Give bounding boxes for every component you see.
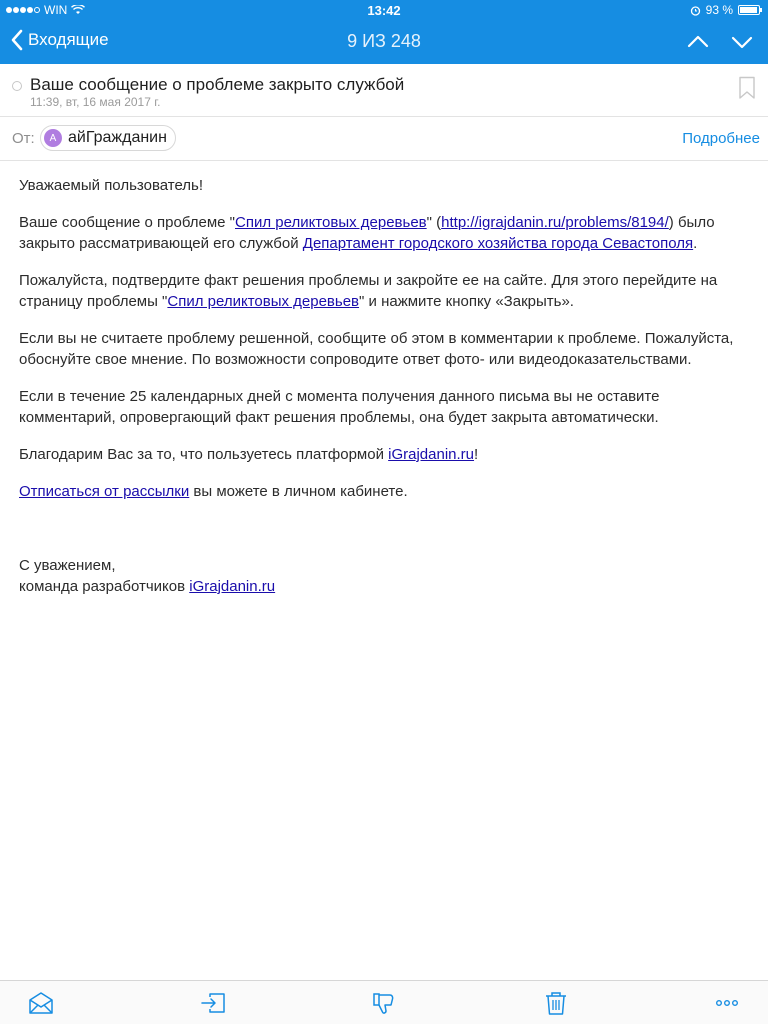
body-paragraph-3: Если вы не считаете проблему решенной, сообщите об этом в комментарии к проблеме. Пожалуйста, обоснуйте свое мнение. По возможности сопроводите ответ фото- или видеодоказательствами. (19, 330, 734, 368)
carrier-name: WIN (44, 3, 68, 17)
platform-link[interactable]: iGrajdanin.ru (388, 446, 475, 463)
back-label: Входящие (28, 30, 109, 49)
mail-icon[interactable] (28, 990, 54, 1016)
battery-percent: 93 % (705, 3, 733, 17)
status-bar (0, 0, 768, 20)
body-paragraph-5: Благодарим Вас за то, что пользуетесь платформой iGrajdanin.ru! (19, 446, 479, 463)
alarm-icon (690, 5, 701, 16)
details-link[interactable]: Подробнее (682, 130, 760, 147)
signature-line-1: С уважением, (19, 557, 116, 574)
previous-message-button[interactable] (686, 30, 710, 54)
sender-name: айГражданин (68, 129, 167, 146)
department-link[interactable]: Департамент городского хозяйства города Севастополя (302, 235, 694, 252)
body-paragraph-6: Отписаться от рассылки вы можете в личном кабинете. (19, 483, 408, 500)
more-icon[interactable] (714, 990, 740, 1016)
from-label: От: (12, 130, 35, 147)
read-status-toggle[interactable] (12, 81, 22, 91)
message-subject: Ваше сообщение о проблеме закрыто службой (30, 75, 405, 94)
sender-row (0, 117, 768, 161)
battery-info (690, 3, 760, 17)
back-button[interactable] (10, 29, 109, 51)
body-paragraph-2: Пожалуйста, подтвердите факт решения проблемы и закройте ее на сайте. Для этого перейдите на страницу проблемы "Спил реликтовых деревьев" и нажмите кнопку «Закрыть». (19, 272, 718, 310)
message-header (0, 64, 768, 117)
greeting: Уважаемый пользователь! (19, 177, 204, 194)
top-bar (0, 0, 768, 64)
bottom-toolbar (0, 980, 768, 1024)
message-counter: 9 ИЗ 248 (347, 31, 421, 51)
sender-chip[interactable] (40, 125, 176, 151)
body-paragraph-1: Ваше сообщение о проблеме "Спил реликтовых деревьев" (http://igrajdanin.ru/problems/8194/) было закрыто рассматривающей его службой Департамент городского хозяйства города Севастополя. (19, 214, 715, 252)
battery-icon (738, 5, 760, 15)
unsubscribe-link[interactable]: Отписаться от рассылки (19, 483, 190, 500)
signature-link[interactable]: iGrajdanin.ru (189, 578, 276, 595)
problem-link[interactable]: Спил реликтовых деревьев (235, 214, 427, 231)
status-time: 13:42 (367, 3, 401, 18)
body-paragraph-4: Если в течение 25 календарных дней с момента получения данного письма вы не оставите комментарий, опровергающий факт решения проблемы, она будет закрыта автоматически. (19, 388, 660, 426)
avatar: А (44, 129, 62, 147)
message-body (19, 175, 754, 597)
dislike-icon[interactable] (371, 990, 397, 1016)
nav-bar (0, 20, 768, 64)
chevron-left-icon (10, 29, 24, 51)
problem-page-link[interactable]: Спил реликтовых деревьев (167, 293, 360, 310)
next-message-button[interactable] (730, 30, 754, 54)
bookmark-icon[interactable] (738, 76, 756, 100)
message-date: 11:39, вт, 16 мая 2017 г. (30, 95, 161, 109)
trash-icon[interactable] (543, 990, 569, 1016)
signature (19, 555, 754, 597)
signature-line-2: команда разработчиков iGrajdanin.ru (19, 578, 276, 595)
problem-url-link[interactable]: http://igrajdanin.ru/problems/8194/ (441, 214, 669, 231)
move-icon[interactable] (200, 990, 226, 1016)
